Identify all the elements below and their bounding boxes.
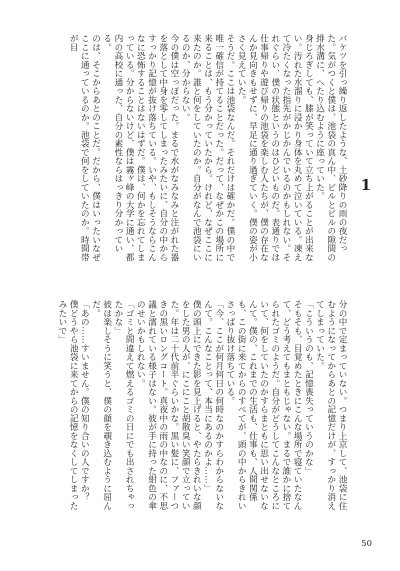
text-block-lower xyxy=(52,300,347,516)
paragraph: 彼は楽しそうに笑うと、僕の顔を覗き込むように屈んだ。 xyxy=(90,300,112,510)
paragraph: 「あの……すいません。僕の知り合いの人ですか？ 僕どうやら池袋に来てからの記憶をなくしてしまったみたいで」 xyxy=(56,300,90,510)
paragraph: 僕の頭上にできた影を見上げると、やたらきれいな顔をした男の人が、にこにこと胡散臭い笑顔で立っていた。年は二十代前半ぐらいかな。黒い髪に、ファーつきの黒いロングコート。真夜中の雨の中なのに、不思議と濡れている様子はない。彼が手に持った紺色の傘のせいかもしれない。 xyxy=(135,300,202,510)
paragraph: 「今、ここが何月何日の何時なのかすらわからないなんて。こんなことって、本当にあるのかよ……」 xyxy=(202,300,224,510)
paragraph: そうだ。ここは池袋なんだ。それだけは確かだ。僕の中で唯一確信が持てることだった。だって、なぜかこの場所に来ることは、もう分かっていたから。けれど、なぜここに来たのか。誰と何をしていたのか。自分がなんで池袋にいるのか、分からない。 xyxy=(180,34,235,262)
paragraph: 「こういうのも、記憶喪失っていうのかな」 xyxy=(303,300,314,475)
chapter-number: 1 xyxy=(360,176,371,194)
paragraph: 分の中で定まっていない。つまり上京して、池袋に住むようになってからあとの記憶だけが、すっかり消えてしまっていた。 xyxy=(314,300,347,510)
paragraph: そもそも、目覚めたときにこんな場所で寝ていたなんて、どう考えてもまともじゃない。まるで誰かに捨てられたゴミのようだ。自分がどうしてこんなところにいて、何をしていたのかすらまともに思い出せないなんて。僕の、これまでの生活も、仕事も、人間関係も、この街に来てからのすべてが、頭の中からきれいさっぱり抜け落ちている。 xyxy=(224,300,303,510)
page-number: 50 xyxy=(361,539,372,549)
paragraph: バケツを引っ繰り返したような、土砂降りの雨の夜だった。気がつくと僕は、池袋の真ん中、ビルとビルの隙間の排水溝に、へたり込むように座っていた。 xyxy=(314,34,347,262)
paragraph: のは、そこからあとのことだ。だから、僕はいったいなぜここに通っているのか。池袋で何をしていたのか。時間帯が目 xyxy=(68,34,101,262)
paragraph: 身じろぎしても、膝が笑っていて立ち上がることが出来ない。汚れた水溜りに浸かり身体を丸めて泣いている。凍えて冷たくなった指先がかじかんでいるのかもしれない。それぐらい、僕の状態というのはひどいものだ。表通りでは仕事帰りや遊び帰りの池袋を楽しむ人たちが、僕の存在なんか見向きもせずに、早足に通り過ぎていく。僕の姿が小さく見えていた。 xyxy=(236,34,314,262)
paragraph: 「ゴミと間違えて燃えるゴミの日にでも出されちゃったかな」 xyxy=(112,300,135,510)
text-block-upper xyxy=(52,34,347,267)
paragraph: 今の僕は空っぽだった。まるで水がなみなみと注がれた器を落として中身を零してしまったみたいに、自分の中からすっかり記憶が抜け落ちている。いや、もしそうならこんなに恐怖することはないはずだ。僕は、何かを忘れてしまっている。分からないけど、僕は霧ヶ峰の大学に通い、都内の高校に通った、自分の素性ならはっきり分かっている。 xyxy=(101,34,179,262)
